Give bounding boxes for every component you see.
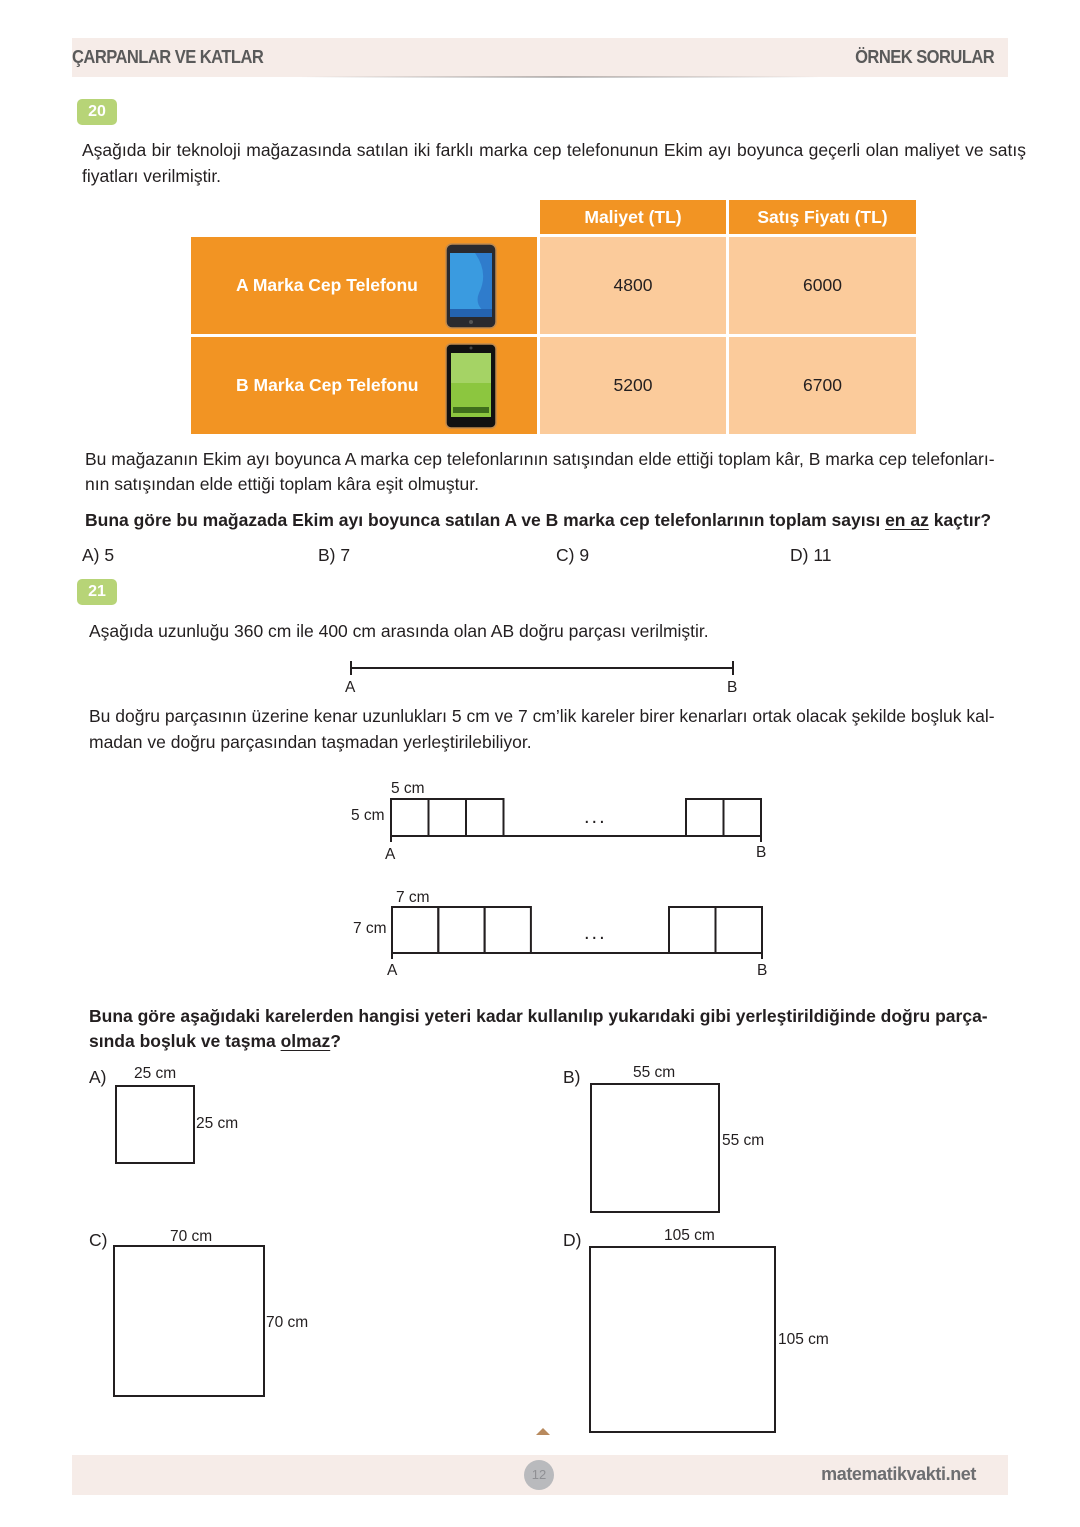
fig2-label-b: B <box>757 962 768 979</box>
page-number: 12 <box>524 1460 554 1490</box>
choice-b[interactable]: B) 7 <box>318 545 351 565</box>
table-row-label-a <box>191 237 537 334</box>
question-text: Buna göre bu mağazada Ekim ayı boyunca satılan A ve B marka cep telefonlarının toplam sayısı <box>85 510 886 530</box>
choice-c[interactable]: C) 9 <box>556 545 590 565</box>
question-text: sında boşluk ve taşma <box>89 1031 281 1051</box>
q21-intro: Aşağıda uzunluğu 360 cm ile 400 cm arasında olan AB doğru parçası verilmiştir. <box>89 621 709 641</box>
smartphone-green-icon <box>445 343 497 429</box>
fig1-side-label: 5 cm <box>351 807 385 824</box>
q20-intro: Aşağıda bir teknoloji mağazasında satılan iki farklı marka cep telefonunun Ekim ayı boyunca geçerli olan maliyet ve satış fiyatları verilmiştir. <box>82 140 1026 186</box>
q20-statement-line1: Bu mağazanın Ekim ayı boyunca A marka cep telefonlarının satışından elde ettiği toplam kâr, B marka cep telefonları- <box>85 449 995 469</box>
row-label: B Marka Cep Telefonu <box>236 375 419 395</box>
option-d-letter[interactable]: D) <box>563 1230 582 1250</box>
option-b-letter[interactable]: B) <box>563 1067 581 1087</box>
q21-question-line1: Buna göre aşağıdaki karelerden hangisi yeteri kadar kullanılıp yukarıdaki gibi yerleştirildiğinde doğru parça- <box>89 1006 988 1026</box>
choice-a[interactable]: A) 5 <box>82 545 115 565</box>
fig1-ellipsis: ... <box>584 806 607 828</box>
row-label: A Marka Cep Telefonu <box>236 275 418 295</box>
smartphone-blue-icon <box>445 243 497 329</box>
fig1-top-label: 5 cm <box>391 780 425 797</box>
fig2-ellipsis: ... <box>584 922 607 944</box>
fig2-label-a: A <box>387 962 398 979</box>
cell-b-price: 6700 <box>729 337 916 434</box>
option-a-square[interactable] <box>115 1085 195 1164</box>
option-d-side-label: 105 cm <box>778 1331 829 1348</box>
question-number-badge: 21 <box>77 579 117 605</box>
q21-question-line2 <box>89 1028 1034 1054</box>
q21-statement-line2: madan ve doğru parçasından taşmadan yerleştirilebiliyor. <box>89 732 532 752</box>
option-d-top-label: 105 cm <box>664 1227 715 1244</box>
option-d-square[interactable] <box>589 1246 776 1433</box>
segment-label-b: B <box>727 679 738 696</box>
column-header-cost: Maliyet (TL) <box>540 200 726 234</box>
cell-a-price: 6000 <box>729 237 916 334</box>
fig1-label-a: A <box>385 846 396 863</box>
segment-label-a: A <box>345 679 356 696</box>
header-divider <box>300 76 820 78</box>
site-name: matematikvakti.net <box>821 1464 976 1484</box>
figure-5cm-squares <box>391 799 761 842</box>
option-c-square[interactable] <box>113 1245 265 1397</box>
option-b-square[interactable] <box>590 1083 720 1213</box>
option-b-side-label: 55 cm <box>722 1132 765 1149</box>
segment-ab <box>351 661 733 675</box>
option-b-top-label: 55 cm <box>633 1064 676 1081</box>
question-end: ? <box>330 1031 341 1051</box>
figure-7cm-squares <box>392 907 762 959</box>
question-emphasis: en az <box>885 510 929 530</box>
q20-statement-line2: nın satışından elde ettiği toplam kâra eşit olmuştur. <box>85 474 479 494</box>
section-title: ÖRNEK SORULAR <box>854 47 994 67</box>
option-c-letter[interactable]: C) <box>89 1230 108 1250</box>
table-row-label-b <box>191 337 537 434</box>
question-end: kaçtır? <box>928 510 992 530</box>
option-c-side-label: 70 cm <box>266 1314 309 1331</box>
q20-question <box>85 507 1045 533</box>
q21-statement-line1: Bu doğru parçasının üzerine kenar uzunlukları 5 cm ve 7 cm’lik kareler birer kenarları ortak olacak şekilde boşluk kal- <box>89 706 995 726</box>
choice-d[interactable]: D) 11 <box>790 545 832 565</box>
fig2-side-label: 7 cm <box>353 920 387 937</box>
option-a-letter[interactable]: A) <box>89 1067 107 1087</box>
option-c-top-label: 70 cm <box>170 1228 213 1245</box>
option-a-side-label: 25 cm <box>196 1115 239 1132</box>
fig2-top-label: 7 cm <box>396 889 430 906</box>
chapter-title: ÇARPANLAR VE KATLAR <box>72 47 264 67</box>
cell-b-cost: 5200 <box>540 337 726 434</box>
option-a-top-label: 25 cm <box>134 1065 177 1082</box>
q20-answer-choices <box>82 542 982 568</box>
question-emphasis: olmaz <box>280 1031 331 1051</box>
cell-a-cost: 4800 <box>540 237 726 334</box>
question-number-badge: 20 <box>77 99 117 125</box>
column-header-price: Satış Fiyatı (TL) <box>729 200 916 234</box>
fig1-label-b: B <box>756 844 767 861</box>
decorative-triangle-icon <box>536 1428 550 1435</box>
